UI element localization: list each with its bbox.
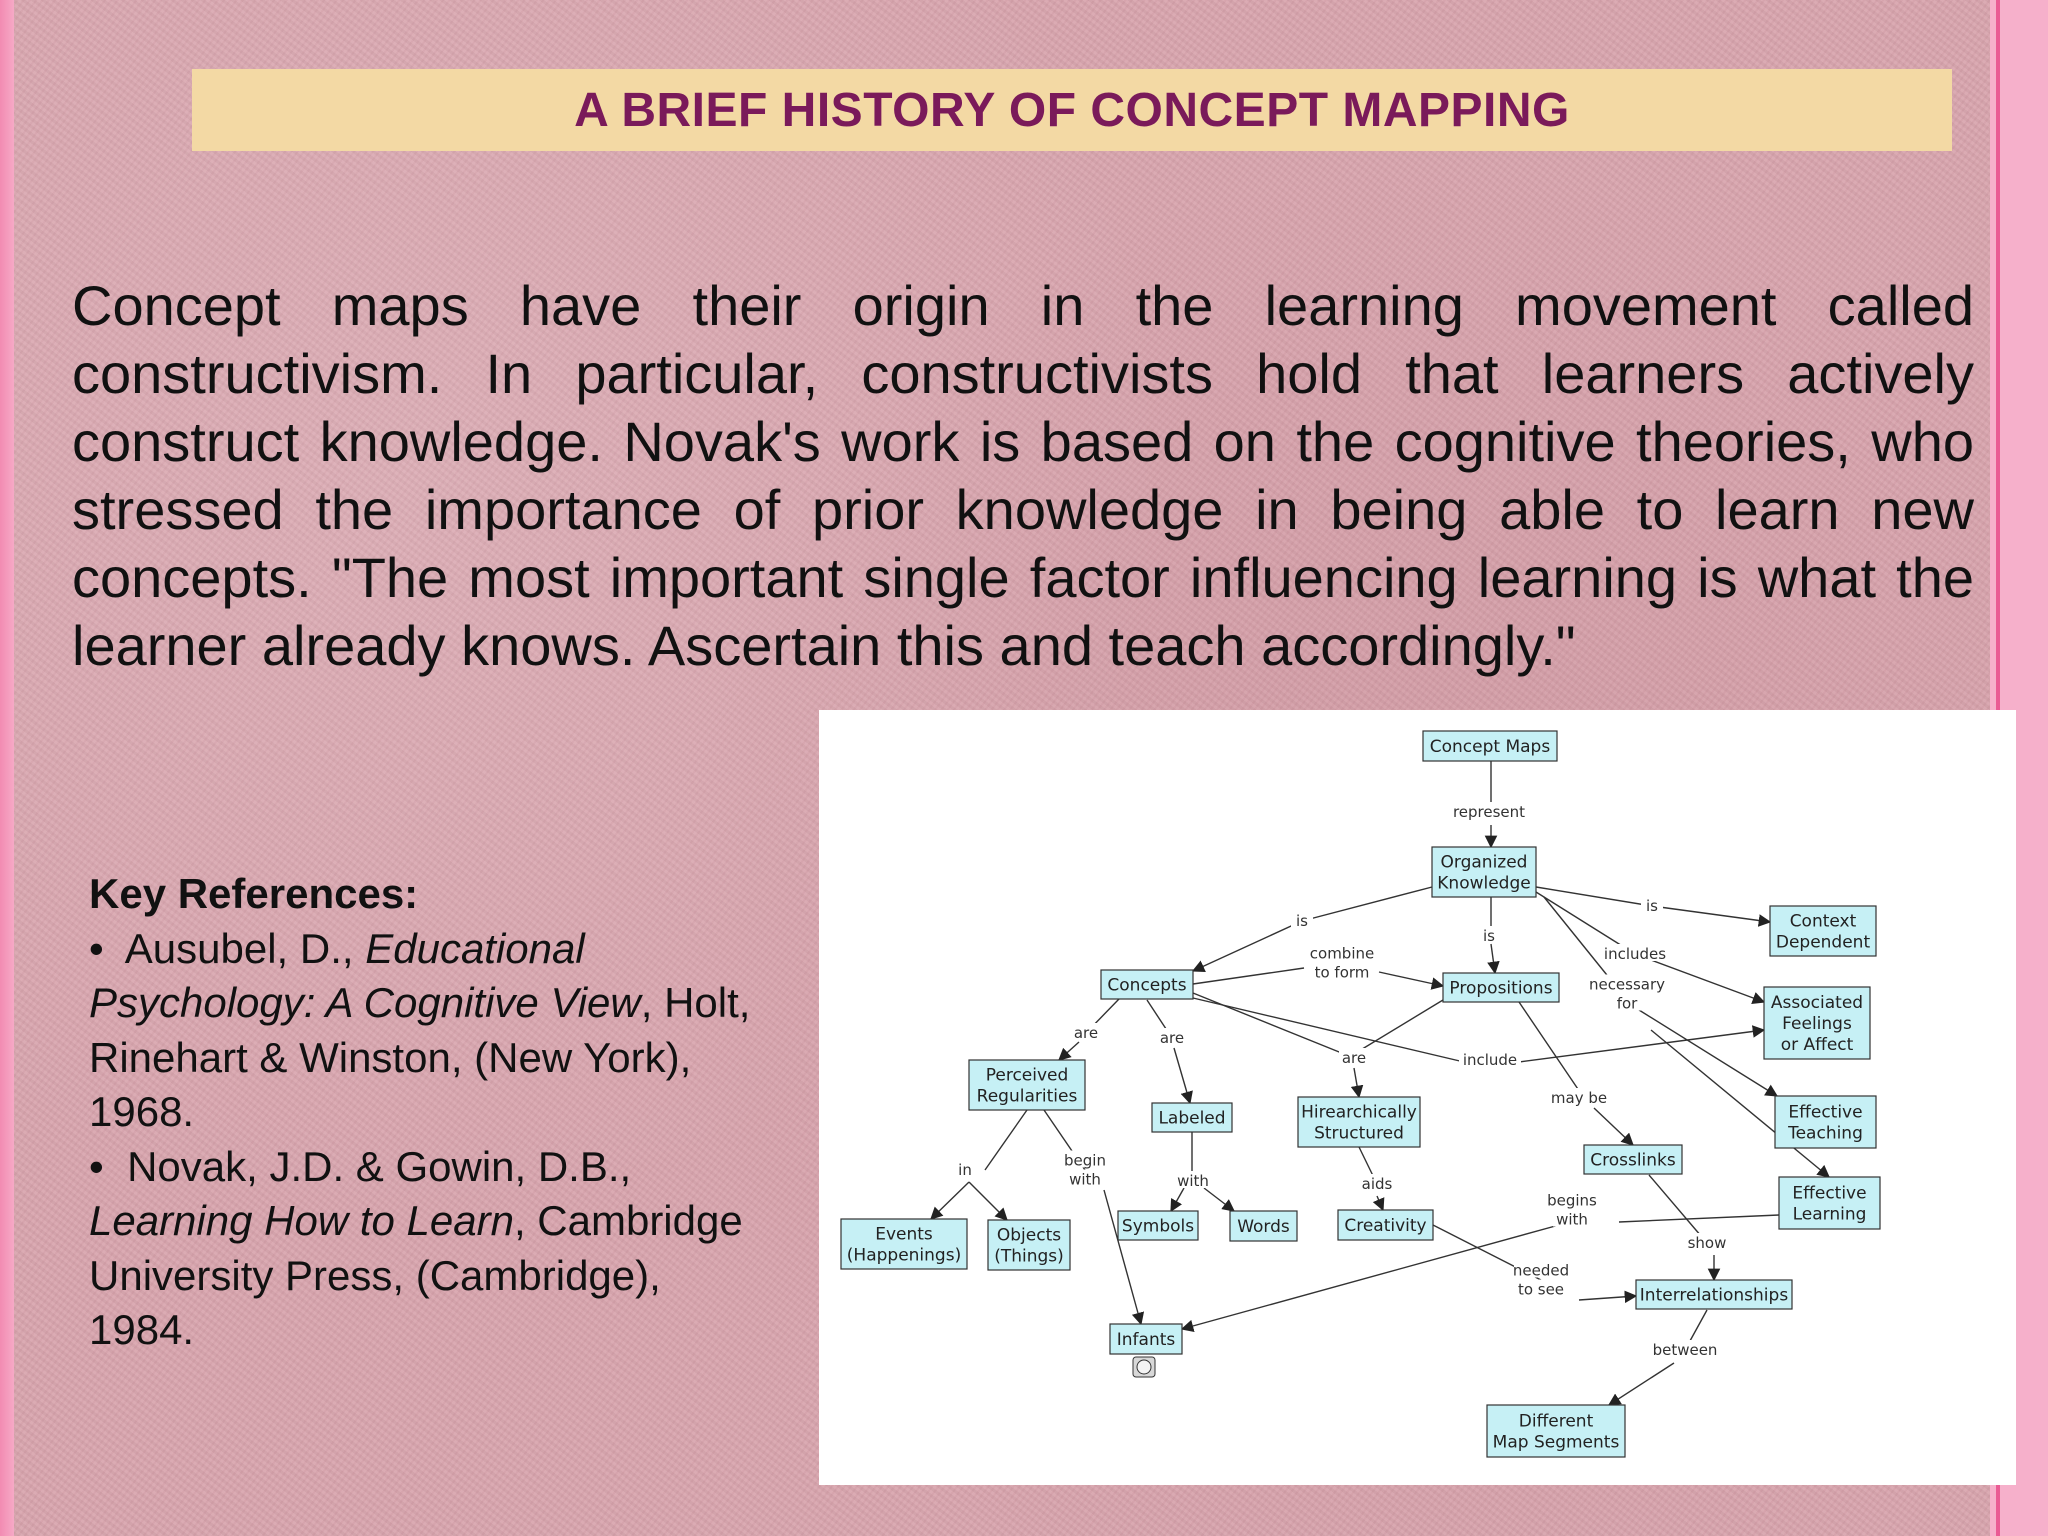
reference-item [89,1140,769,1358]
connector-line [1579,1296,1636,1300]
reference-title: Educational Psychology: A Cognitive View [89,924,641,1026]
link-label-is-mid: is [1483,927,1495,945]
connector-line [1104,1190,1141,1324]
link-label-show: show [1687,1234,1727,1252]
concept-node-objects [988,1220,1070,1270]
concept-node-interrelationships [1636,1280,1792,1309]
concept-node-crosslinks [1584,1145,1682,1174]
concept-node-label: Propositions [1449,978,1553,999]
concept-node-different-map-segments [1487,1405,1625,1457]
reference-authors: Ausubel, D., [124,924,366,972]
link-label-are-mid: are [1159,1029,1185,1047]
connector-line [1377,1196,1383,1210]
concept-node-label: Crosslinks [1590,1150,1676,1171]
link-label-may-be: may be [1550,1089,1608,1107]
link-label-needed-to-see: needed [1512,1261,1570,1280]
concept-node-label: Creativity [1344,1216,1427,1236]
link-label-begin-with: with [1069,1170,1101,1189]
concept-map-image [819,710,2016,1485]
connector-line [1193,968,1304,984]
concept-node-context-dependent [1770,906,1876,956]
concept-node-propositions [1443,973,1559,1002]
concept-node-label: Symbols [1121,1216,1195,1237]
concept-node-label: Events [875,1224,933,1245]
concept-node-label: Structured [1314,1123,1404,1144]
body-paragraph: Concept maps have their origin in the learning movement called constructivism. In particular, constructivists hold that learners actively construct knowledge. Novak's work is based on the cognitive theories, who stressed the importance of prior knowledge in being able to learn new concepts. "The most important single factor influencing learning is what the learner already knows. Ascertain this and teach accordingly." [72,274,1974,677]
reference-bullet: • [89,1142,104,1190]
link-label-represent: represent [1452,803,1526,821]
concept-node-label: Effective [1792,1183,1867,1204]
concept-node-label: Different [1518,1411,1594,1432]
link-label-combine-to-form: combine [1309,944,1375,963]
concept-node-perceived-regularities [969,1060,1085,1110]
concept-node-label: Words [1237,1217,1290,1237]
concept-node-label: Perceived [985,1065,1069,1086]
link-label-are-left: are [1073,1024,1099,1042]
concept-node-label: Hirearchically [1301,1102,1417,1123]
connector-line [1652,906,1770,922]
concept-node-label: Objects [996,1225,1062,1246]
concept-node-concept-maps [1423,731,1557,761]
link-label-necessary-for: for [1616,994,1638,1013]
connector-line [1594,1108,1633,1145]
concept-node-label: Concepts [1107,975,1187,996]
concept-node-creativity [1338,1210,1433,1240]
link-label-necessary-for: necessary [1588,975,1666,994]
concept-node-label: Concept Maps [1429,737,1551,757]
connector-line [969,1182,1007,1220]
reference-title: Learning How to Learn [89,1197,514,1244]
connector-line [1174,1048,1190,1103]
connector-line [1302,887,1432,921]
link-label-begins-with: with [1556,1210,1588,1229]
link-label-is-right: is [1646,897,1658,915]
concept-node-effective-teaching [1775,1096,1876,1148]
connector-line [1639,1010,1777,1096]
concept-node-label: Interrelationships [1639,1285,1789,1306]
concept-node-label: Regularities [976,1086,1078,1107]
connector-line [1491,944,1495,973]
link-label-between: between [1652,1341,1718,1359]
reference-bullet: • [89,924,104,972]
link-label-are-right: are [1341,1049,1367,1067]
concept-node-words [1230,1211,1297,1241]
link-label-combine-to-form: to form [1314,963,1370,982]
slide-title: A BRIEF HISTORY OF CONCEPT MAPPING [574,83,1570,137]
concept-node-labeled [1152,1103,1232,1132]
concept-map-diagram [819,710,2016,1485]
concept-node-label: Knowledge [1437,873,1531,894]
concept-node-label: Labeled [1158,1108,1226,1129]
concept-node-label: Learning [1792,1204,1867,1225]
concept-node-label: Map Segments [1492,1432,1620,1453]
key-references [89,867,769,1358]
concept-node-label: Context [1789,911,1857,932]
infant-face-icon [1133,1357,1155,1377]
link-label-aids: aids [1361,1175,1393,1193]
infant-face-icon-head [1137,1360,1151,1374]
concept-node-label: Effective [1788,1102,1863,1123]
connector-line [1204,1188,1234,1211]
connector-line [1619,1215,1779,1222]
reference-publisher: , Holt, Rinehart & Winston, (New York), 1968. [89,979,751,1135]
title-bar [192,69,1952,151]
concept-node-concepts [1101,970,1193,999]
concept-node-label: Associated [1770,993,1864,1013]
connector-line [1059,1042,1079,1060]
concept-node-events [841,1219,967,1269]
link-label-begins-with: begins [1547,1191,1597,1210]
link-label-in: in [958,1161,972,1179]
concept-node-associated-feelings [1764,987,1870,1059]
connector-line [1649,1175,1707,1243]
concept-node-label: Dependent [1775,932,1871,953]
connector-line [931,1182,969,1219]
link-label-needed-to-see: to see [1517,1280,1565,1299]
concept-node-label: or Affect [1780,1035,1854,1055]
connector-line [1609,1363,1674,1405]
link-label-with: with [1177,1172,1209,1190]
connector-line [1193,993,1354,1058]
concept-node-label: Organized [1440,852,1528,873]
references-heading: Key References: [89,870,419,917]
concept-node-label: Teaching [1788,1123,1863,1144]
link-label-is-left: is [1296,912,1308,930]
concept-node-organized-knowledge [1432,847,1536,897]
connector-line [1193,921,1302,971]
connector-line [1193,998,1464,1062]
connector-line [1519,1002,1584,1098]
concept-node-infants [1110,1324,1182,1354]
connector-line [1171,1188,1184,1211]
concept-node-symbols [1118,1211,1198,1240]
concept-node-label: (Happenings) [846,1245,962,1266]
concept-node-hierarchically-structured [1298,1097,1420,1147]
reference-authors: Novak, J.D. & Gowin, D.B., [127,1142,632,1190]
link-label-includes: includes [1603,945,1667,963]
connector-line [1379,972,1443,986]
reference-item [89,922,769,1140]
link-label-begin-with: begin [1064,1151,1106,1170]
reference-publisher: , Cambridge University Press, (Cambridge), 1984. [89,1197,743,1353]
concept-node-label: Infants [1116,1330,1176,1350]
connector-line [985,1110,1027,1170]
left-accent-strip [0,0,14,1536]
concept-node-label: Feelings [1782,1014,1852,1034]
concept-node-label: (Things) [994,1246,1064,1267]
link-label-include: include [1462,1051,1518,1069]
concept-node-effective-learning [1779,1177,1880,1229]
connector-line [1354,1068,1359,1097]
